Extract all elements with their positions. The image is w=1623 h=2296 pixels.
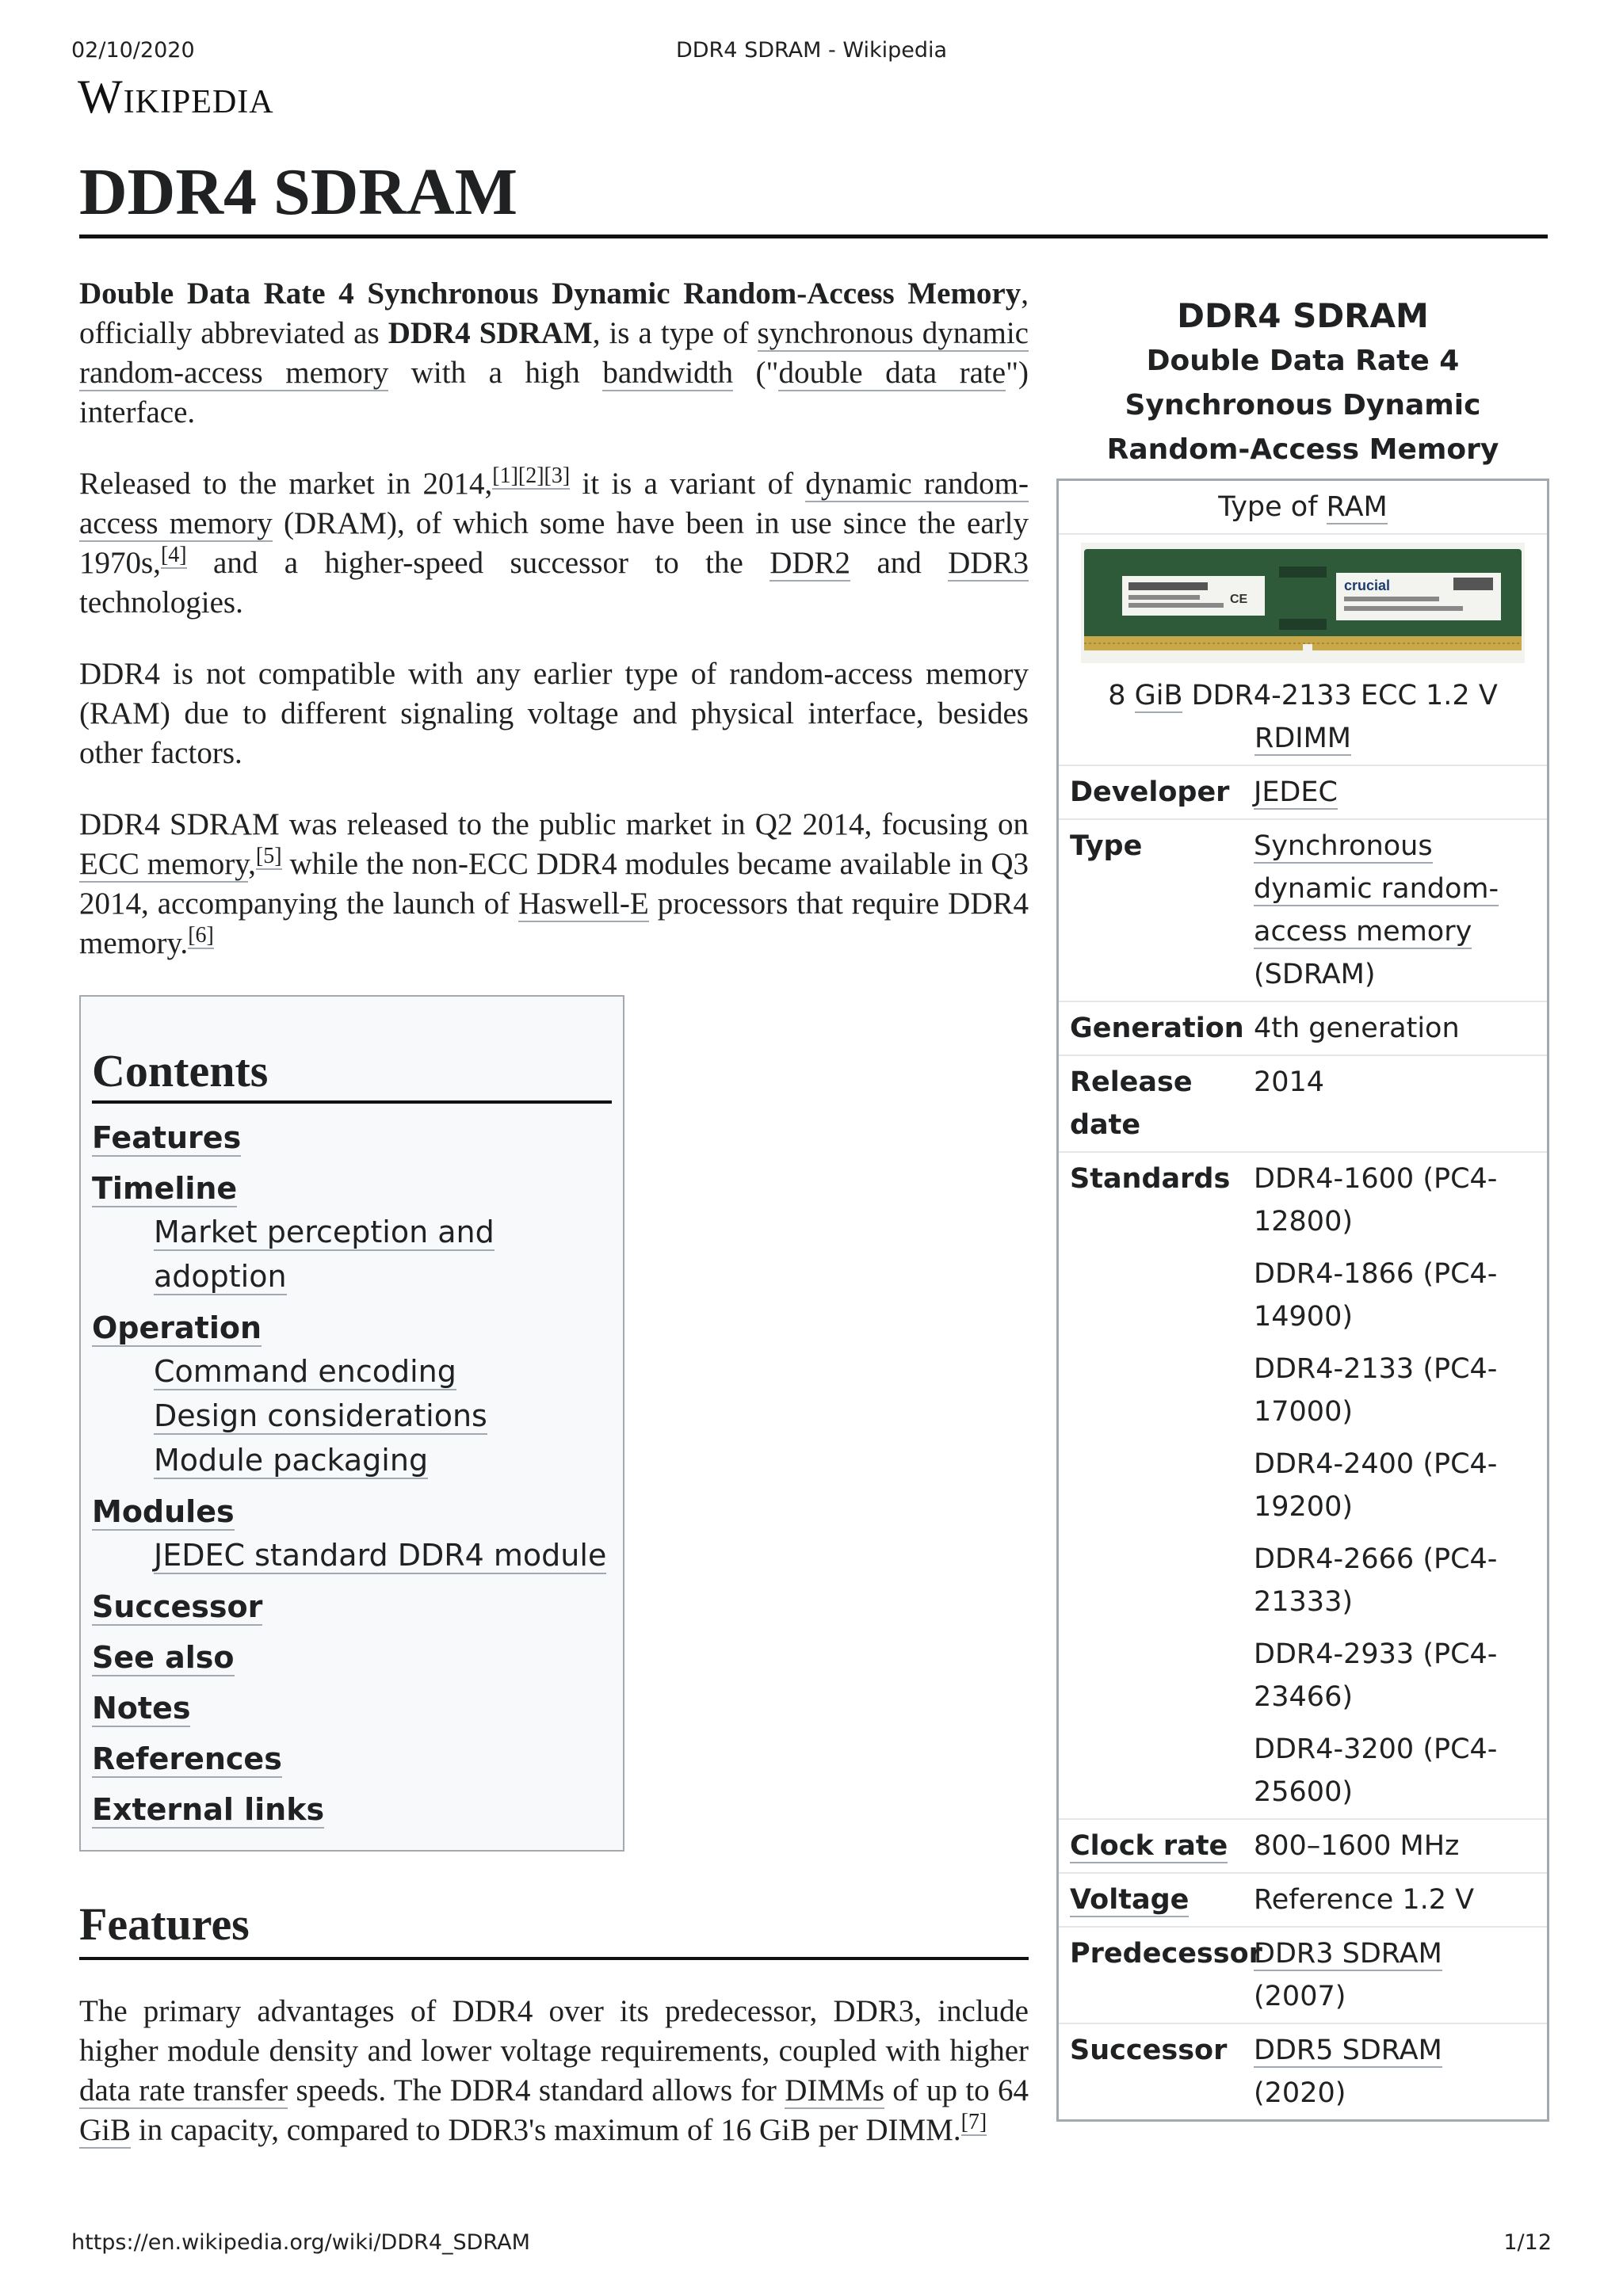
bold-term: Double Data Rate 4 Synchronous Dynamic Random-Access Memory <box>79 277 1022 311</box>
wikipedia-wordmark[interactable]: Wikipedia <box>78 71 274 123</box>
value: (2020) <box>1254 2077 1346 2109</box>
standard-item: DDR4-2133 (PC4-17000) <box>1254 1353 1498 1428</box>
infobox-row-predecessor <box>1059 1926 1547 2023</box>
toc-item-command-encoding[interactable]: Command encoding <box>154 1354 456 1389</box>
label: Generation <box>1070 1013 1244 1044</box>
print-url: https://en.wikipedia.org/wiki/DDR4_SDRAM <box>71 2230 530 2255</box>
citation-6[interactable]: [6] <box>188 923 214 948</box>
infobox-row-generation <box>1059 1001 1547 1055</box>
text: DDR4 SDRAM was released to the public market in Q2 2014, focusing on <box>79 807 1029 841</box>
infobox-type-of: Type of RAM <box>1218 491 1388 523</box>
text: , is a type of <box>592 316 758 350</box>
text: while the non-ECC DDR4 modules became available in Q3 2014, accompanying the launch of <box>79 847 1029 921</box>
infobox-row-release-date <box>1059 1055 1547 1151</box>
label: Type <box>1070 830 1143 862</box>
features-paragraph <box>79 1992 1029 2150</box>
link-ddr3-sdram[interactable]: DDR3 SDRAM <box>1254 1938 1442 1970</box>
text: (DRAM), of which some have been in use since the early 1970s, <box>79 506 1029 580</box>
text: , officially abbreviated as <box>79 277 1029 350</box>
link-sdram[interactable]: Synchronous dynamic random-access memory <box>1254 830 1499 948</box>
bold-abbrev: DDR4 SDRAM <box>388 316 593 350</box>
page-title: DDR4 SDRAM <box>79 155 1548 238</box>
text: speeds. The DDR4 standard allows for <box>288 2073 785 2107</box>
text: of up to 64 <box>884 2073 1029 2107</box>
link-gib[interactable]: GiB <box>1134 680 1183 711</box>
table-of-contents <box>79 995 624 1852</box>
value: (2007) <box>1254 1981 1346 2012</box>
intro-paragraph-3: DDR4 is not compatible with any earlier type of random-access memory (RAM) due to different signaling voltage and physical interface, besides other factors. <box>79 657 1029 770</box>
article-body <box>79 274 1029 2182</box>
link-data-rate-transfer[interactable]: data rate transfer <box>79 2073 288 2107</box>
link-dimms[interactable]: DIMMs <box>785 2073 884 2107</box>
toc-item-operation[interactable]: Operation <box>92 1310 262 1345</box>
infobox-row-voltage <box>1059 1872 1547 1926</box>
label: Developer <box>1070 776 1230 808</box>
link-ram[interactable]: RAM <box>1326 491 1388 523</box>
link-ddr5-sdram[interactable]: DDR5 SDRAM <box>1254 2035 1442 2066</box>
link-jedec[interactable]: JEDEC <box>1254 776 1338 808</box>
infobox-title: DDR4 SDRAM <box>1177 296 1429 335</box>
toc-title: Contents <box>92 1044 612 1104</box>
citation-4[interactable]: [4] <box>160 543 187 567</box>
label: Successor <box>1070 2035 1228 2066</box>
text: and <box>850 546 949 580</box>
infobox-row-successor <box>1059 2023 1547 2119</box>
link-ddr2[interactable]: DDR2 <box>769 546 851 580</box>
text: technologies. <box>79 585 243 620</box>
standard-item: DDR4-2933 (PC4-23466) <box>1254 1638 1498 1713</box>
print-header <box>71 38 1552 70</box>
text: , <box>248 847 256 881</box>
value: 4th generation <box>1254 1013 1460 1044</box>
standard-item: DDR4-2666 (PC4-21333) <box>1254 1543 1498 1618</box>
citation-1-2-3[interactable]: [1][2][3] <box>492 463 571 488</box>
value: 2014 <box>1254 1066 1325 1098</box>
toc-item-jedec-module[interactable]: JEDEC standard DDR4 module <box>154 1538 607 1573</box>
toc-item-timeline[interactable]: Timeline <box>92 1171 238 1206</box>
infobox-table <box>1056 479 1549 2122</box>
print-page-title: DDR4 SDRAM - Wikipedia <box>675 38 948 63</box>
ram-module-picture <box>1081 543 1525 663</box>
infobox-row-standards <box>1059 1151 1547 1818</box>
text: (" <box>733 356 779 390</box>
text: and a higher-speed successor to the <box>186 546 770 580</box>
toc-item-design-considerations[interactable]: Design considerations <box>154 1398 487 1433</box>
link-bandwidth[interactable]: bandwidth <box>602 356 733 390</box>
link-clock-rate[interactable]: Clock rate <box>1070 1830 1228 1862</box>
ce-mark: CE <box>1230 593 1248 606</box>
citation-7[interactable]: [7] <box>960 2110 987 2134</box>
intro-paragraph-1 <box>79 274 1029 433</box>
infobox-row-developer <box>1059 765 1547 818</box>
brand-label: crucial <box>1344 578 1391 593</box>
toc-item-features[interactable]: Features <box>92 1120 242 1155</box>
link-rdimm[interactable]: RDIMM <box>1254 723 1351 754</box>
page-number: 1/12 <box>1503 2230 1552 2255</box>
link-ddr3[interactable]: DDR3 <box>948 546 1029 580</box>
link-voltage[interactable]: Voltage <box>1070 1884 1190 1916</box>
text: it is a variant of <box>570 467 806 501</box>
text: processors that require DDR4 memory. <box>79 887 1029 960</box>
link-sdram[interactable]: synchronous dynamic random-access memory <box>79 316 1029 390</box>
text: ") interface. <box>79 356 1029 429</box>
standard-item: DDR4-1600 (PC4-12800) <box>1254 1163 1498 1238</box>
toc-item-successor[interactable]: Successor <box>92 1589 263 1624</box>
text: The primary advantages of DDR4 over its predecessor, DDR3, include higher module density and lower voltage requirements, coupled with higher <box>79 1994 1029 2068</box>
standard-item: DDR4-1866 (PC4-14900) <box>1254 1258 1498 1333</box>
link-haswell-e[interactable]: Haswell-E <box>518 887 649 921</box>
features-heading: Features <box>79 1897 1029 1960</box>
value: Reference 1.2 V <box>1254 1884 1475 1916</box>
link-dram[interactable]: dynamic random-access memory <box>79 467 1029 540</box>
toc-item-module-packaging[interactable]: Module packaging <box>154 1443 429 1478</box>
link-double-data-rate[interactable]: double data rate <box>778 356 1006 390</box>
standard-item: DDR4-3200 (PC4-25600) <box>1254 1733 1498 1808</box>
ddr4-module-image[interactable] <box>1059 535 1547 669</box>
standard-item: DDR4-2400 (PC4-19200) <box>1254 1448 1498 1523</box>
value: 800–1600 MHz <box>1254 1830 1460 1862</box>
infobox <box>1056 293 1549 2122</box>
infobox-subtitle: Double Data Rate 4 Synchronous Dynamic Random-Access Memory <box>1106 345 1499 466</box>
text: with a high <box>388 356 603 390</box>
label: Release date <box>1070 1066 1193 1141</box>
toc-item-modules[interactable]: Modules <box>92 1494 235 1529</box>
text: in capacity, compared to DDR3's maximum of 16 GiB per DIMM. <box>131 2113 961 2147</box>
citation-5[interactable]: [5] <box>255 844 282 868</box>
value: (SDRAM) <box>1254 959 1376 990</box>
infobox-row-clock-rate <box>1059 1818 1547 1872</box>
intro-paragraph-2 <box>79 464 1029 623</box>
link-gib[interactable]: GiB <box>79 2113 132 2147</box>
label: Predecessor <box>1070 1938 1262 1970</box>
link-ecc-memory[interactable]: ECC memory <box>79 847 249 881</box>
standards-list <box>1254 1153 1547 1818</box>
print-date: 02/10/2020 <box>71 38 195 63</box>
toc-item-see-also[interactable]: See also <box>92 1640 235 1675</box>
text: Released to the market in 2014, <box>79 467 493 501</box>
toc-item-external-links[interactable]: External links <box>92 1792 325 1827</box>
label: Standards <box>1070 1163 1231 1195</box>
toc-item-market-perception[interactable]: Market perception and adoption <box>154 1215 495 1294</box>
infobox-image-caption: 8 GiB DDR4-2133 ECC 1.2 V RDIMM <box>1108 680 1498 754</box>
intro-paragraph-4 <box>79 805 1029 963</box>
toc-item-notes[interactable]: Notes <box>92 1691 191 1726</box>
toc-item-references[interactable]: References <box>92 1741 282 1776</box>
infobox-row-type <box>1059 818 1547 1001</box>
